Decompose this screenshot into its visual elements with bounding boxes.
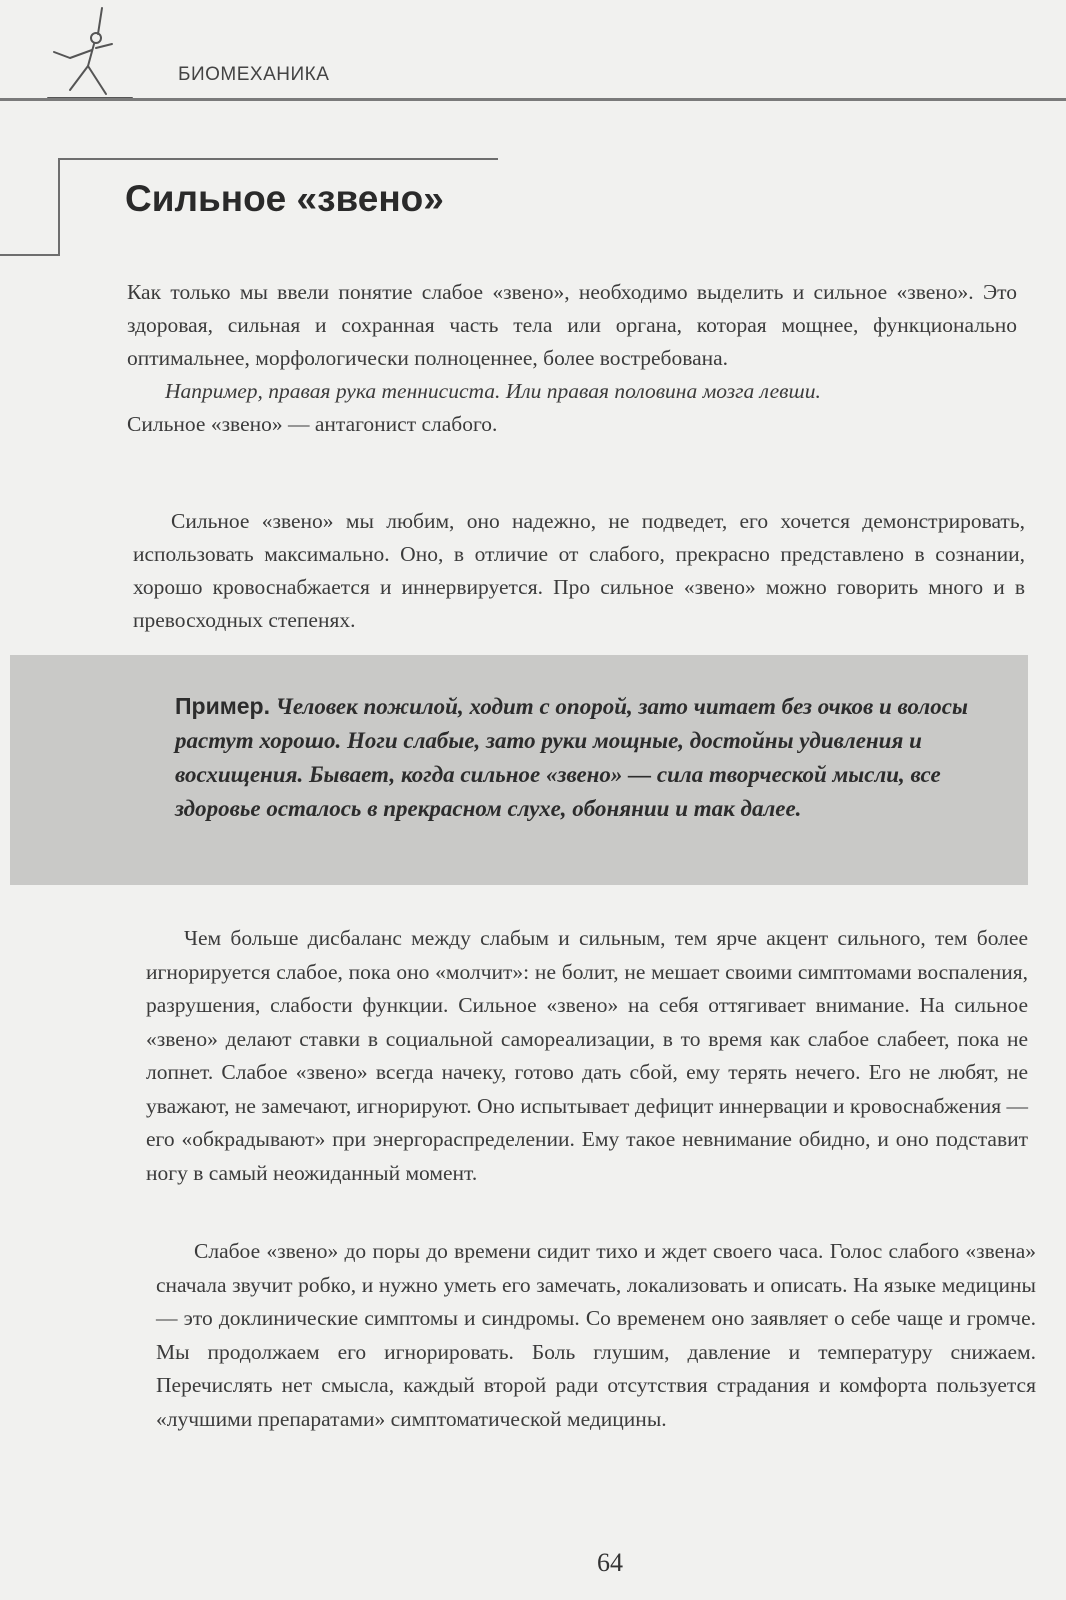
paragraph-imbalance <box>146 922 1028 1190</box>
paragraph-text: Как только мы ввели понятие слабое «звено», необходимо выделить и сильное «звено». Это здоровая, сильная и сохранная часть тела или органа, которая мощнее, функционально оптимальнее, морфологически полноценнее, более востребована. <box>127 280 1017 370</box>
example-italic-text: Например, правая рука теннисиста. Или правая половина мозга левши. <box>165 379 821 403</box>
example-label: Пример. <box>175 693 270 719</box>
example-text <box>175 689 975 826</box>
paragraph-tail-text: Сильное «звено» — антагонист слабого. <box>127 412 498 436</box>
paragraph-strong-link <box>133 505 1025 637</box>
paragraph-text: Сильное «звено» мы любим, оно надежно, не подведет, его хочется демонстрировать, использовать максимально. Оно, в отличие от слабого, прекрасно представлено в сознании, хорошо кровоснабжается и иннервируется. Про сильное «звено» можно говорить много и в превосходных степенях. <box>133 509 1025 632</box>
paragraph-text: Слабое «звено» до поры до времени сидит тихо и ждет своего часа. Голос слабого «звена» сначала звучит робко, и нужно уметь его замечать, локализовать и описать. На языке медицины — это доклинические симптомы и синдромы. Со временем оно заявляет о себе чаще и громче. Мы продолжаем его игнорировать. Боль глушим, давление и температуру снижаем. Перечислять нет смысла, каждый второй ради отсутствия страдания и комфорта пользуется «лучшими препаратами» симптоматической медицины. <box>156 1239 1036 1431</box>
title-bracket-bottom <box>0 254 60 256</box>
example-body: Человек пожилой, ходит с опорой, зато читает без очков и волосы растут хорошо. Ноги слабые, зато руки мощные, достойны удивления и восхищения. Бывает, когда сильное «звено» — сила творческой мысли, все здоровье осталось в прекрасном слухе, обонянии и так далее. <box>175 694 968 821</box>
paragraph-definition <box>127 276 1017 441</box>
paragraph-weak-link <box>156 1235 1036 1436</box>
paragraph-text: Чем больше дисбаланс между слабым и сильным, тем ярче акцент сильного, тем более игнорируется слабое, пока оно «молчит»: не болит, не мешает своими симптомами воспаления, разрушения, слабости функции. Сильное «звено» на себя оттягивает внимание. На сильное «звено» делают ставки в социальной самореализации, в то время как слабое слабеет, пока не лопнет. Слабое «звено» всегда начеку, готово дать сбой, ему терять нечего. Его не любят, не уважают, не замечают, игнорируют. Оно испытывает дефицит иннервации и кровоснабжения — его «обкрадывают» при энергораспределении. Ему такое невнимание обидно, и оно подставит ногу в самый неожиданный момент. <box>146 926 1028 1185</box>
section-title: Сильное «звено» <box>125 178 444 219</box>
title-bracket-top <box>58 158 498 160</box>
dancer-logo-icon <box>40 4 140 104</box>
page-number: 64 <box>597 1548 623 1577</box>
header-rule <box>0 98 1066 101</box>
example-box <box>10 655 1028 885</box>
running-head: БИОМЕХАНИКА <box>178 64 330 85</box>
title-bracket-left <box>58 158 60 254</box>
